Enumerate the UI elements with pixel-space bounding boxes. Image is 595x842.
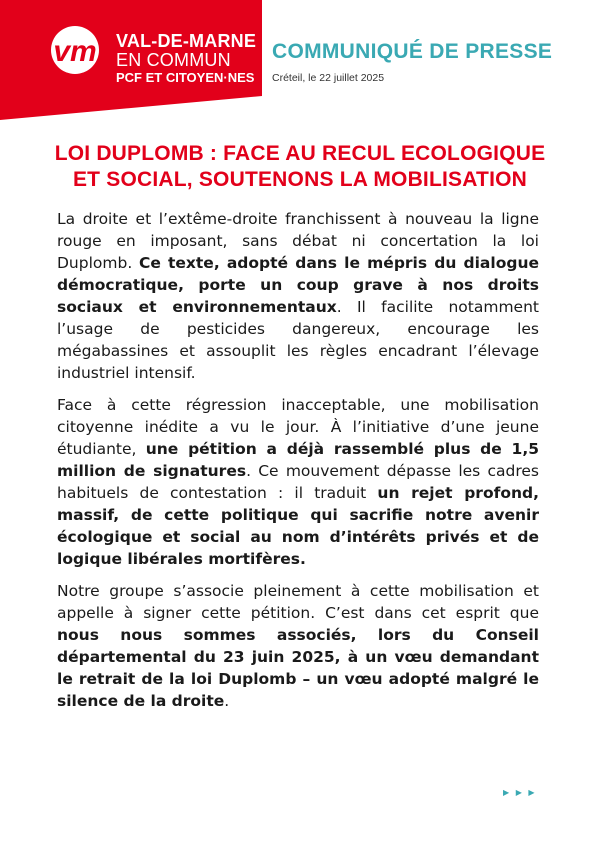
logo	[0, 0, 265, 120]
continue-arrows-icon: ▶ ▶ ▶	[503, 788, 537, 797]
paragraph-text: Notre groupe s’associe pleinement à cette mobilisation et appelle à signer cette pétition. C’est dans cet esprit que	[57, 582, 539, 622]
dateline: Créteil, le 22 juillet 2025	[272, 72, 385, 84]
logo-wordmark	[116, 32, 256, 84]
paragraph-text: . Ce mouvement dépasse les cadres habituels de contestation : il traduit	[57, 462, 539, 502]
paragraph-text: .	[224, 692, 230, 710]
headline-line-2: ET SOCIAL, SOUTENONS LA MOBILISATION	[72, 168, 528, 191]
headline	[40, 141, 560, 193]
paragraph-text: Face à cette régression inacceptable, une mobilisation citoyenne inédite a vu le jour. À l’initiative d’une jeune étudiante,	[57, 396, 539, 458]
paragraph-emphasis: un rejet profond, massif, de cette politique qui sacrifie notre avenir écologique et social au nom d’intérêts privés et de logique libérales mortifères.	[57, 484, 539, 568]
paragraph-1	[57, 208, 539, 384]
paragraph-3	[57, 580, 539, 712]
paragraph-emphasis: une pétition a déjà rassemblé plus de 1,5 million de signatures	[57, 440, 539, 480]
logo-line-1: VAL-DE-MARNE	[116, 31, 257, 51]
logo-mark: vm	[53, 35, 97, 68]
paragraph-emphasis: nous nous sommes associés, lors du Conseil départemental du 23 juin 2025, à un vœu demandant le retrait de la loi Duplomb – un vœu adopté malgré le silence de la droite	[57, 626, 539, 710]
paragraph-text: . Il facilite notamment l’usage de pesticides dangereux, encourage les mégabassines et assouplit les règles encadrant l’élevage industriel intensif.	[57, 298, 539, 382]
logo-line-2: EN COMMUN	[116, 50, 231, 70]
headline-line-1: LOI DUPLOMB : FACE AU RECUL ECOLOGIQUE	[54, 142, 546, 165]
press-release-body	[57, 208, 539, 722]
paragraph-text: La droite et l’extême-droite franchissent à nouveau la ligne rouge en imposant, sans débat ni concertation la loi Duplomb.	[57, 210, 539, 272]
document-type-title: COMMUNIQUÉ DE PRESSE	[272, 40, 553, 63]
logo-line-3: PCF ET CITOYEN·NES	[116, 70, 255, 85]
paragraph-emphasis: Ce texte, adopté dans le mépris du dialogue démocratique, porte un coup grave à nos droits sociaux et environnementaux	[57, 254, 539, 316]
paragraph-2	[57, 394, 539, 570]
